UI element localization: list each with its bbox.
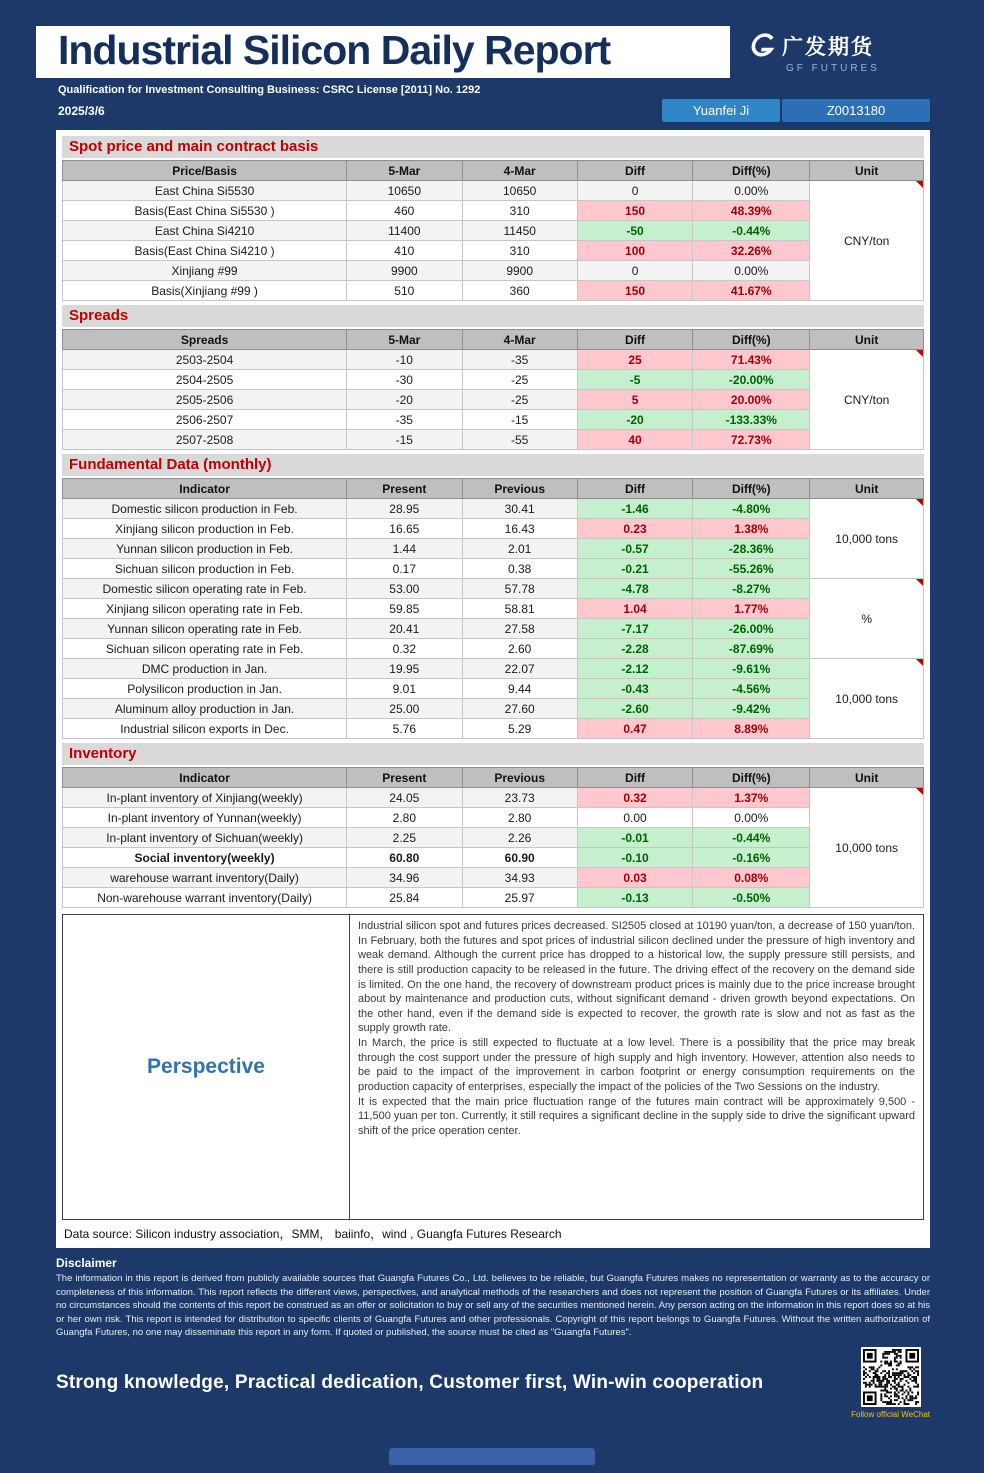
value-cell: -55 — [462, 430, 577, 450]
slogan-row — [56, 1347, 930, 1419]
value-cell: 25 — [577, 350, 692, 370]
row-label: 2504-2505 — [63, 370, 347, 390]
value-cell: 25.84 — [347, 888, 462, 908]
value-cell: 1.04 — [577, 599, 692, 619]
value-cell: -15 — [347, 430, 462, 450]
value-cell: 16.65 — [347, 519, 462, 539]
value-cell: -2.28 — [577, 639, 692, 659]
table-row — [63, 519, 924, 539]
value-cell: 8.89% — [693, 719, 810, 739]
table-row — [63, 808, 924, 828]
value-cell: 0.00% — [693, 261, 810, 281]
table-row — [63, 261, 924, 281]
value-cell: -2.60 — [577, 699, 692, 719]
value-cell: 5.76 — [347, 719, 462, 739]
row-label: East China Si5530 — [63, 181, 347, 201]
column-header: 5-Mar — [347, 330, 462, 350]
value-cell: -87.69% — [693, 639, 810, 659]
table-row — [63, 410, 924, 430]
column-header: Price/Basis — [63, 161, 347, 181]
row-label: East China Si4210 — [63, 221, 347, 241]
value-cell: 27.58 — [462, 619, 577, 639]
column-header: 4-Mar — [462, 161, 577, 181]
value-cell: 5 — [577, 390, 692, 410]
row-label: Domestic silicon production in Feb. — [63, 499, 347, 519]
fundamental-data-table — [62, 478, 924, 739]
row-label: In-plant inventory of Yunnan(weekly) — [63, 808, 347, 828]
value-cell: 2.01 — [462, 539, 577, 559]
table-row — [63, 281, 924, 301]
column-header: Present — [347, 479, 462, 499]
meta-row — [58, 99, 930, 122]
logo-english-text: GF FUTURES — [786, 62, 880, 74]
value-cell: 510 — [347, 281, 462, 301]
table-row — [63, 201, 924, 221]
column-header: 4-Mar — [462, 330, 577, 350]
logo-chinese-text: 广发期货 — [782, 35, 874, 59]
column-header: Indicator — [63, 768, 347, 788]
row-label: Aluminum alloy production in Jan. — [63, 699, 347, 719]
value-cell: 0.00 — [577, 808, 692, 828]
value-cell: -28.36% — [693, 539, 810, 559]
row-label: warehouse warrant inventory(Daily) — [63, 868, 347, 888]
value-cell: 32.26% — [693, 241, 810, 261]
value-cell: 57.78 — [462, 579, 577, 599]
column-header: Diff — [577, 330, 692, 350]
title-row — [36, 26, 930, 78]
unit-cell: 10,000 tons — [810, 499, 924, 579]
row-label: Sichuan silicon production in Feb. — [63, 559, 347, 579]
value-cell: 0 — [577, 181, 692, 201]
analyst-badges — [662, 99, 930, 122]
row-label: Social inventory(weekly) — [63, 848, 347, 868]
value-cell: 24.05 — [347, 788, 462, 808]
table-row — [63, 719, 924, 739]
value-cell: -0.16% — [693, 848, 810, 868]
value-cell: 27.60 — [462, 699, 577, 719]
gf-futures-logo — [730, 26, 930, 78]
value-cell: 0.23 — [577, 519, 692, 539]
column-header: Spreads — [63, 330, 347, 350]
column-header: Diff — [577, 768, 692, 788]
row-label: In-plant inventory of Xinjiang(weekly) — [63, 788, 347, 808]
value-cell: 2.80 — [462, 808, 577, 828]
value-cell: 1.37% — [693, 788, 810, 808]
table-row — [63, 639, 924, 659]
spreads-table — [62, 329, 924, 450]
value-cell: -133.33% — [693, 410, 810, 430]
value-cell: -0.01 — [577, 828, 692, 848]
value-cell: -25 — [462, 390, 577, 410]
value-cell: -0.21 — [577, 559, 692, 579]
table-row — [63, 599, 924, 619]
table-row — [63, 699, 924, 719]
value-cell: -0.44% — [693, 828, 810, 848]
row-label: 2506-2507 — [63, 410, 347, 430]
value-cell: 310 — [462, 241, 577, 261]
row-label: Xinjiang #99 — [63, 261, 347, 281]
table-row — [63, 659, 924, 679]
column-header: Diff(%) — [693, 479, 810, 499]
table-row — [63, 241, 924, 261]
value-cell: 0.08% — [693, 868, 810, 888]
column-header: Diff(%) — [693, 768, 810, 788]
value-cell: -0.10 — [577, 848, 692, 868]
row-label: In-plant inventory of Sichuan(weekly) — [63, 828, 347, 848]
perspective-paragraph-1: Industrial silicon spot and futures prices decreased. SI2505 closed at 10190 yuan/ton, a decrease of 150 yuan/ton. In February, both the futures and spot prices of industrial silicon declined under the pressure of high inventory and weak demand. Although the current price has dropped to a historical low, the supply pressure still persists, and there is still production capacity to be released in the future. The driving effect of the recovery on the demand side is limited. On the one hand, the recovery of downstream product prices is mainly due to the price increase brought about by maintenance and production cuts, without significant demand - driven growth beyond expectations. On the other hand, even if the demand side is expected to recover, the growth rate is slow and not as fast as the supply growth rate. — [358, 920, 915, 1035]
value-cell: 0 — [577, 261, 692, 281]
value-cell: 1.77% — [693, 599, 810, 619]
value-cell: 0.00% — [693, 181, 810, 201]
report-footer — [0, 1248, 984, 1419]
section-title-spot: Spot price and main contract basis — [62, 136, 924, 158]
value-cell: -26.00% — [693, 619, 810, 639]
value-cell: 40 — [577, 430, 692, 450]
report-title: Industrial Silicon Daily Report — [58, 27, 611, 73]
value-cell: 0.38 — [462, 559, 577, 579]
column-header: Unit — [810, 479, 924, 499]
value-cell: -35 — [462, 350, 577, 370]
table-row — [63, 559, 924, 579]
row-label: Industrial silicon exports in Dec. — [63, 719, 347, 739]
section-title-spreads: Spreads — [62, 305, 924, 327]
value-cell: 48.39% — [693, 201, 810, 221]
wechat-qr-code — [861, 1347, 921, 1407]
qualification-line: Qualification for Investment Consulting Business: CSRC License [2011] No. 1292 — [58, 84, 481, 97]
value-cell: 72.73% — [693, 430, 810, 450]
value-cell: 22.07 — [462, 659, 577, 679]
table-row — [63, 430, 924, 450]
row-label: 2507-2508 — [63, 430, 347, 450]
value-cell: 28.95 — [347, 499, 462, 519]
row-label: Yunnan silicon production in Feb. — [63, 539, 347, 559]
value-cell: -9.42% — [693, 699, 810, 719]
value-cell: -15 — [462, 410, 577, 430]
table-header-row — [63, 479, 924, 499]
value-cell: 11400 — [347, 221, 462, 241]
value-cell: 5.29 — [462, 719, 577, 739]
value-cell: -0.57 — [577, 539, 692, 559]
row-label: Basis(East China Si4210 ) — [63, 241, 347, 261]
table-row — [63, 788, 924, 808]
value-cell: 60.90 — [462, 848, 577, 868]
value-cell: 34.96 — [347, 868, 462, 888]
column-header: Previous — [462, 479, 577, 499]
column-header: Indicator — [63, 479, 347, 499]
table-row — [63, 499, 924, 519]
perspective-paragraph-3: It is expected that the main price fluctuation range of the futures main contract will be approximately 9,500 - 11,500 yuan per ton. Currently, it still requires a significant decline in the supply side to drive the significant upward shift of the price operation center. — [358, 1095, 915, 1137]
unit-cell: % — [810, 579, 924, 659]
value-cell: 2.26 — [462, 828, 577, 848]
value-cell: 9900 — [347, 261, 462, 281]
report-date: 2025/3/6 — [58, 103, 105, 118]
column-header: Present — [347, 768, 462, 788]
value-cell: 460 — [347, 201, 462, 221]
value-cell: 41.67% — [693, 281, 810, 301]
column-header: Unit — [810, 768, 924, 788]
value-cell: -8.27% — [693, 579, 810, 599]
value-cell: 9.01 — [347, 679, 462, 699]
value-cell: 2.60 — [462, 639, 577, 659]
unit-cell: CNY/ton — [810, 350, 924, 450]
table-row — [63, 539, 924, 559]
title-band — [36, 26, 730, 78]
value-cell: 23.73 — [462, 788, 577, 808]
value-cell: -5 — [577, 370, 692, 390]
table-row — [63, 390, 924, 410]
table-row — [63, 350, 924, 370]
perspective-box — [62, 914, 924, 1220]
column-header: Diff(%) — [693, 330, 810, 350]
perspective-label: Perspective — [63, 915, 350, 1219]
value-cell: -30 — [347, 370, 462, 390]
value-cell: 0.00% — [693, 808, 810, 828]
table-row — [63, 679, 924, 699]
value-cell: -50 — [577, 221, 692, 241]
footer-accent-bar — [389, 1448, 595, 1465]
value-cell: 310 — [462, 201, 577, 221]
value-cell: -10 — [347, 350, 462, 370]
value-cell: -55.26% — [693, 559, 810, 579]
table-header-row — [63, 161, 924, 181]
value-cell: 25.97 — [462, 888, 577, 908]
value-cell: 10650 — [347, 181, 462, 201]
value-cell: -4.56% — [693, 679, 810, 699]
value-cell: 19.95 — [347, 659, 462, 679]
value-cell: 150 — [577, 281, 692, 301]
row-label: DMC production in Jan. — [63, 659, 347, 679]
row-label: Basis(Xinjiang #99 ) — [63, 281, 347, 301]
value-cell: -0.50% — [693, 888, 810, 908]
table-header-row — [63, 330, 924, 350]
value-cell: 60.80 — [347, 848, 462, 868]
value-cell: 360 — [462, 281, 577, 301]
value-cell: -20 — [347, 390, 462, 410]
spot-price-table — [62, 160, 924, 301]
value-cell: -4.80% — [693, 499, 810, 519]
value-cell: -1.46 — [577, 499, 692, 519]
section-title-inventory: Inventory — [62, 743, 924, 765]
value-cell: 53.00 — [347, 579, 462, 599]
unit-cell: 10,000 tons — [810, 659, 924, 739]
value-cell: -2.12 — [577, 659, 692, 679]
value-cell: -25 — [462, 370, 577, 390]
disclaimer-text: The information in this report is derived from publicly available sources that Guangfa Futures Co., Ltd. believes to be reliable, but Guangfa Futures makes no representation or warranty as to the accuracy or completeness of this information. This report reflects the different views, perspectives, and analytical methods of the researchers and does not represent the position of Guangfa Futures or its affiliates. Under no circumstances should the contents of this report be construed as an offer or solicitation to buy or sell any of the securities mentioned herein. Any person acting on the information in this report does so at his or her own risk. This report is intended for distribution to specific clients of Guangfa Futures and other professionals. Copyright of this report belongs to Guangfa Futures. Without the written authorization of Guangfa Futures, no one may disseminate this report in any form. If quoted or published, the source must be cited as "Guangfa Futures". — [56, 1273, 930, 1338]
row-label: Basis(East China Si5530 ) — [63, 201, 347, 221]
value-cell: 10650 — [462, 181, 577, 201]
value-cell: 25.00 — [347, 699, 462, 719]
column-header: Previous — [462, 768, 577, 788]
table-row — [63, 848, 924, 868]
slogan: Strong knowledge, Practical dedication, Customer first, Win-win cooperation — [56, 1372, 764, 1394]
value-cell: 0.17 — [347, 559, 462, 579]
analyst-name-badge: Yuanfei Ji — [662, 99, 780, 122]
perspective-text — [350, 915, 923, 1219]
value-cell: -35 — [347, 410, 462, 430]
value-cell: 150 — [577, 201, 692, 221]
row-label: Xinjiang silicon operating rate in Feb. — [63, 599, 347, 619]
table-row — [63, 221, 924, 241]
value-cell: 0.32 — [347, 639, 462, 659]
value-cell: 0.32 — [577, 788, 692, 808]
value-cell: 58.81 — [462, 599, 577, 619]
value-cell: 0.47 — [577, 719, 692, 739]
gf-logo-icon — [744, 31, 776, 61]
analyst-license-badge: Z0013180 — [782, 99, 930, 122]
report-header — [0, 0, 984, 122]
value-cell: 410 — [347, 241, 462, 261]
unit-cell: 10,000 tons — [810, 788, 924, 908]
row-label: Polysilicon production in Jan. — [63, 679, 347, 699]
row-label: Domestic silicon operating rate in Feb. — [63, 579, 347, 599]
value-cell: 59.85 — [347, 599, 462, 619]
data-source-line: Data source: Silicon industry association，SMM， baiinfo，wind , Guangfa Futures Research — [64, 1227, 562, 1242]
perspective-paragraph-2: In March, the price is still expected to fluctuate at a low level. There is a possibility that the price may break through the cost support under the pressure of high supply and high inventory. However, attention also needs to be paid to the impact of the improvement in carbon footprint or energy consumption requirements on the production capacity of enterprises, especially the impact of the policies of the Two Sessions on the industry. — [358, 1037, 915, 1093]
value-cell: 1.38% — [693, 519, 810, 539]
table-row — [63, 579, 924, 599]
disclaimer-title: Disclaimer — [56, 1256, 117, 1271]
value-cell: -0.43 — [577, 679, 692, 699]
value-cell: -20 — [577, 410, 692, 430]
row-label: Yunnan silicon operating rate in Feb. — [63, 619, 347, 639]
unit-cell: CNY/ton — [810, 181, 924, 301]
value-cell: 71.43% — [693, 350, 810, 370]
wechat-qr-block — [851, 1347, 930, 1419]
table-row — [63, 888, 924, 908]
row-label: Non-warehouse warrant inventory(Daily) — [63, 888, 347, 908]
value-cell: -4.78 — [577, 579, 692, 599]
value-cell: -0.13 — [577, 888, 692, 908]
value-cell: 2.80 — [347, 808, 462, 828]
value-cell: 11450 — [462, 221, 577, 241]
value-cell: 9900 — [462, 261, 577, 281]
value-cell: 2.25 — [347, 828, 462, 848]
row-label: 2503-2504 — [63, 350, 347, 370]
value-cell: 16.43 — [462, 519, 577, 539]
inventory-table — [62, 767, 924, 908]
table-row — [63, 181, 924, 201]
row-label: Xinjiang silicon production in Feb. — [63, 519, 347, 539]
table-row — [63, 619, 924, 639]
table-row — [63, 370, 924, 390]
value-cell: 100 — [577, 241, 692, 261]
value-cell: -9.61% — [693, 659, 810, 679]
value-cell: 34.93 — [462, 868, 577, 888]
value-cell: 0.03 — [577, 868, 692, 888]
column-header: Diff(%) — [693, 161, 810, 181]
content-panel — [56, 130, 930, 1248]
value-cell: 1.44 — [347, 539, 462, 559]
row-label: 2505-2506 — [63, 390, 347, 410]
value-cell: 30.41 — [462, 499, 577, 519]
table-row — [63, 828, 924, 848]
table-header-row — [63, 768, 924, 788]
column-header: 5-Mar — [347, 161, 462, 181]
column-header: Diff — [577, 479, 692, 499]
value-cell: 9.44 — [462, 679, 577, 699]
value-cell: -0.44% — [693, 221, 810, 241]
column-header: Unit — [810, 330, 924, 350]
section-title-fundamental: Fundamental Data (monthly) — [62, 454, 924, 476]
table-row — [63, 868, 924, 888]
value-cell: -7.17 — [577, 619, 692, 639]
row-label: Sichuan silicon operating rate in Feb. — [63, 639, 347, 659]
value-cell: 20.41 — [347, 619, 462, 639]
value-cell: -20.00% — [693, 370, 810, 390]
column-header: Unit — [810, 161, 924, 181]
qr-caption: Follow official WeChat — [851, 1410, 930, 1420]
column-header: Diff — [577, 161, 692, 181]
value-cell: 20.00% — [693, 390, 810, 410]
